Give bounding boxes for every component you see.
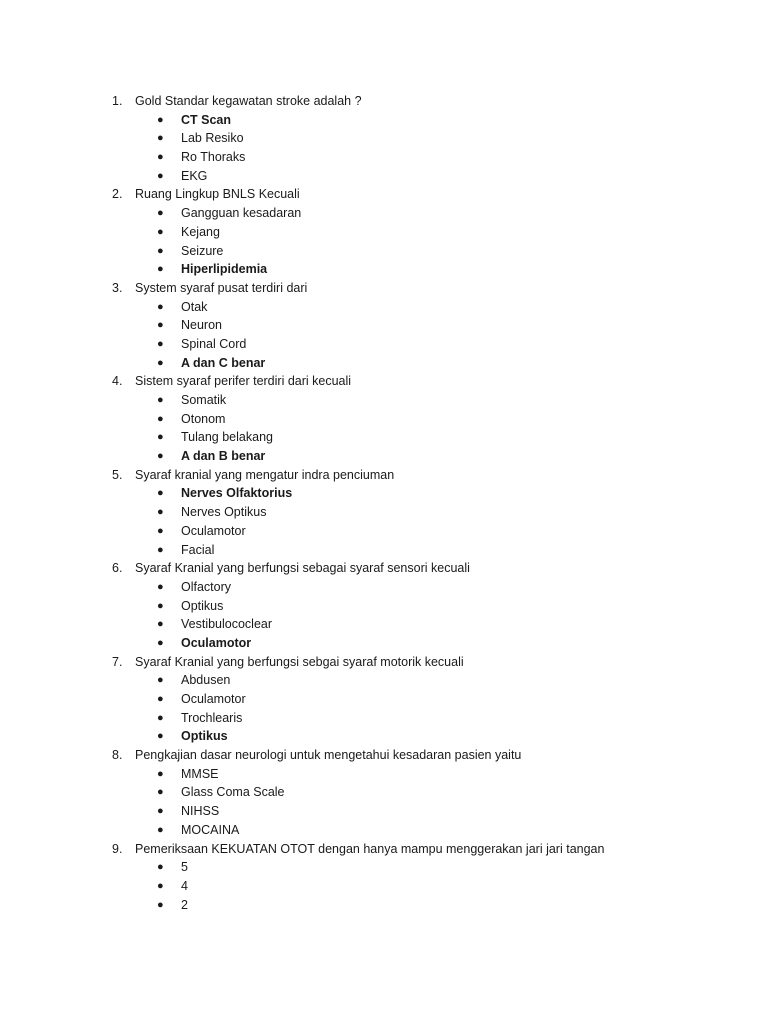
option-item: [0, 896, 768, 915]
question-number: 7.: [112, 654, 123, 669]
option-text: Oculamotor: [181, 523, 246, 538]
option-item-correct: [0, 447, 768, 466]
bullet-icon: ●: [157, 711, 164, 724]
bullet-icon: ●: [157, 263, 164, 276]
bullet-icon: ●: [157, 169, 164, 182]
option-list: [0, 391, 768, 466]
option-text: Trochlearis: [181, 710, 243, 725]
option-item-correct: [0, 727, 768, 746]
question-item: [0, 746, 768, 839]
option-list: [0, 671, 768, 746]
bullet-icon: ●: [157, 337, 164, 350]
option-text: MMSE: [181, 766, 219, 781]
option-text: Hiperlipidemia: [181, 262, 268, 277]
option-text: A dan B benar: [181, 449, 266, 464]
question-list: [0, 92, 768, 914]
option-item-correct: [0, 484, 768, 503]
bullet-icon: ●: [157, 394, 164, 406]
option-item-correct: [0, 354, 768, 373]
option-item: [0, 410, 768, 429]
option-text: Somatik: [181, 393, 227, 407]
option-item: [0, 802, 768, 821]
question-line: [0, 559, 768, 578]
question-text: Syaraf kranial yang mengatur indra penciuman: [135, 467, 395, 482]
bullet-icon: ●: [157, 693, 164, 705]
question-line: [0, 372, 768, 391]
option-text: Neuron: [181, 318, 222, 333]
bullet-icon: ●: [157, 356, 164, 369]
question-line: [0, 840, 768, 859]
option-item: [0, 765, 768, 784]
option-item: [0, 541, 768, 560]
bullet-icon: ●: [157, 487, 164, 500]
option-item: [0, 148, 768, 167]
option-item: [0, 223, 768, 242]
bullet-icon: ●: [157, 618, 164, 631]
question-number: 1.: [112, 94, 123, 108]
bullet-icon: ●: [157, 636, 164, 649]
option-text: Optikus: [181, 729, 228, 744]
bullet-icon: ●: [157, 207, 164, 220]
bullet-icon: ●: [157, 113, 164, 126]
option-text: Oculamotor: [181, 692, 246, 706]
question-item: [0, 279, 768, 372]
option-text: MOCAINA: [181, 822, 240, 837]
option-text: Kejang: [181, 224, 220, 239]
question-item: [0, 840, 768, 915]
option-text: Olfactory: [181, 579, 232, 594]
option-item: [0, 858, 768, 877]
option-text: Nerves Optikus: [181, 505, 267, 520]
option-item: [0, 335, 768, 354]
option-item: [0, 316, 768, 335]
bullet-icon: ●: [157, 225, 164, 238]
option-text: Vestibulococlear: [181, 617, 273, 632]
option-text: Spinal Cord: [181, 336, 247, 351]
question-text: Syaraf Kranial yang berfungsi sebagai syaraf sensori kecuali: [135, 561, 470, 576]
bullet-icon: ●: [157, 319, 164, 332]
option-item: [0, 709, 768, 728]
bullet-icon: ●: [157, 300, 164, 313]
option-text: Seizure: [181, 243, 224, 258]
option-text: CT Scan: [181, 112, 232, 127]
option-item: [0, 204, 768, 223]
option-item: [0, 167, 768, 186]
question-text: Pemeriksaan KEKUATAN OTOT dengan hanya mampu menggerakan jari jari tangan: [135, 841, 605, 856]
option-list: [0, 204, 768, 279]
option-text: A dan C benar: [181, 355, 266, 370]
option-text: Ro Thoraks: [181, 150, 246, 165]
option-item: [0, 428, 768, 447]
question-item: [0, 185, 768, 278]
option-list: [0, 484, 768, 559]
bullet-icon: ●: [157, 823, 164, 836]
option-text: NIHSS: [181, 804, 220, 819]
option-list: [0, 578, 768, 653]
question-number: 3.: [112, 280, 123, 295]
question-line: [0, 185, 768, 204]
bullet-icon: ●: [157, 450, 164, 463]
option-text: Facial: [181, 542, 215, 557]
question-number: 8.: [112, 748, 123, 763]
option-item: [0, 242, 768, 261]
option-text: Gangguan kesadaran: [181, 206, 302, 221]
bullet-icon: ●: [157, 580, 164, 593]
bullet-icon: ●: [157, 674, 164, 687]
option-text: Otak: [181, 299, 208, 314]
bullet-icon: ●: [157, 524, 164, 537]
bullet-icon: ●: [157, 786, 164, 799]
bullet-icon: ●: [157, 431, 164, 444]
option-list: [0, 858, 768, 914]
option-text: 4: [181, 878, 188, 893]
question-text: System syaraf pusat terdiri dari: [135, 280, 308, 295]
option-text: Abdusen: [181, 673, 231, 688]
question-line: [0, 92, 768, 111]
option-item: [0, 877, 768, 896]
option-text: Nerves Olfaktorius: [181, 486, 293, 501]
question-number: 9.: [112, 841, 123, 856]
question-line: [0, 466, 768, 485]
bullet-icon: ●: [157, 805, 164, 818]
question-number: 4.: [112, 374, 123, 389]
option-text: 2: [181, 897, 188, 912]
question-text: Syaraf Kranial yang berfungsi sebgai syaraf motorik kecuali: [135, 654, 464, 669]
question-item: [0, 559, 768, 652]
option-item: [0, 129, 768, 148]
option-item: [0, 821, 768, 840]
question-item: [0, 372, 768, 465]
question-text: Ruang Lingkup BNLS Kecuali: [135, 187, 300, 202]
bullet-icon: ●: [157, 730, 164, 743]
bullet-icon: ●: [157, 879, 164, 892]
option-item: [0, 671, 768, 690]
question-item: [0, 92, 768, 185]
option-list: [0, 298, 768, 373]
option-item: [0, 615, 768, 634]
question-item: [0, 653, 768, 746]
option-text: EKG: [181, 168, 208, 183]
bullet-icon: ●: [157, 861, 164, 874]
option-item-correct: [0, 111, 768, 130]
bullet-icon: ●: [157, 132, 164, 145]
option-text: Glass Coma Scale: [181, 785, 285, 800]
bullet-icon: ●: [157, 599, 164, 612]
option-text: 5: [181, 860, 188, 875]
bullet-icon: ●: [157, 767, 164, 780]
question-number: 6.: [112, 561, 123, 576]
bullet-icon: ●: [157, 543, 164, 556]
option-item: [0, 690, 768, 709]
option-text: Tulang belakang: [181, 430, 273, 445]
option-item: [0, 298, 768, 317]
option-item: [0, 783, 768, 802]
bullet-icon: ●: [157, 244, 164, 257]
question-number: 2.: [112, 187, 123, 202]
option-item: [0, 522, 768, 541]
bullet-icon: ●: [157, 506, 164, 519]
bullet-icon: ●: [157, 898, 164, 911]
question-line: [0, 279, 768, 298]
option-text: Optikus: [181, 598, 224, 613]
question-text: Sistem syaraf perifer terdiri dari kecuali: [135, 374, 352, 389]
bullet-icon: ●: [157, 151, 164, 164]
option-list: [0, 111, 768, 186]
option-item: [0, 578, 768, 597]
question-line: [0, 653, 768, 672]
option-item-correct: [0, 260, 768, 279]
question-text: Gold Standar kegawatan stroke adalah ?: [135, 94, 362, 108]
question-line: [0, 746, 768, 765]
question-number: 5.: [112, 467, 123, 482]
bullet-icon: ●: [157, 412, 164, 425]
question-item: [0, 466, 768, 559]
option-text: Oculamotor: [181, 635, 252, 650]
option-item: [0, 503, 768, 522]
option-text: Otonom: [181, 411, 226, 426]
option-item-correct: [0, 634, 768, 653]
option-item: [0, 391, 768, 410]
option-text: Lab Resiko: [181, 131, 244, 146]
option-item: [0, 597, 768, 616]
option-list: [0, 765, 768, 840]
question-text: Pengkajian dasar neurologi untuk mengetahui kesadaran pasien yaitu: [135, 748, 522, 763]
